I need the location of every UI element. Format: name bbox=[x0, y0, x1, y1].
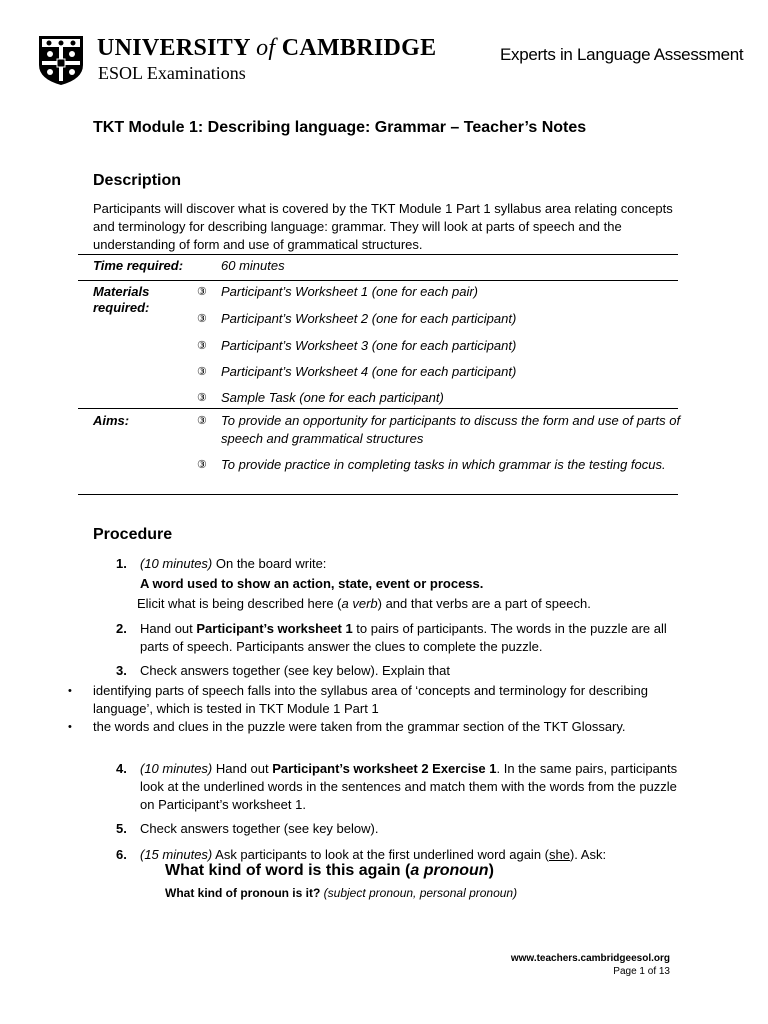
bullet-icon: ③ bbox=[197, 286, 207, 298]
step-4-text: (10 minutes) Hand out Participant’s worksheet 2 Exercise 1. In the same pairs, participants look at the underlined words in the sentences and match them with the words from the puzzle on Participant’s worksheet 1. bbox=[140, 761, 678, 812]
description-text: Participants will discover what is covered by the TKT Module 1 Part 1 syllabus area relating concepts and terminology for describing language: grammar. They will look at parts of speech and the understanding of form and use of grammatical structures. bbox=[93, 201, 673, 252]
bullet-icon: ③ bbox=[197, 392, 207, 404]
esol-subtitle: ESOL Examinations bbox=[98, 63, 246, 83]
aims-label: Aims: bbox=[93, 413, 130, 428]
cambridge-crest-logo bbox=[38, 35, 84, 86]
list-item: identifying parts of speech falls into the syllabus area of ‘concepts and terminology for describing language’, which is tested in TKT Module 1 Part 1 bbox=[93, 683, 648, 716]
step-number: 1. bbox=[116, 556, 127, 571]
step-1-text: (10 minutes) On the board write: bbox=[140, 556, 327, 571]
tagline: Experts in Language Assessment bbox=[500, 45, 744, 64]
step-5-text: Check answers together (see key below). bbox=[140, 821, 379, 836]
time-label: Time required: bbox=[93, 258, 184, 273]
step-1-board-text: A word used to show an action, state, event or process. bbox=[140, 576, 484, 591]
materials-item: Participant’s Worksheet 2 (one for each participant) bbox=[221, 311, 517, 326]
step-number: 5. bbox=[116, 821, 127, 836]
bullet-icon: ③ bbox=[197, 366, 207, 378]
step-3-text: Check answers together (see key below). Explain that bbox=[140, 663, 450, 678]
table-rule bbox=[78, 280, 678, 281]
step-2-text: Hand out Participant’s worksheet 1 to pairs of participants. The words in the puzzle are all parts of speech. Participants answer the clues to complete the puzzle. bbox=[140, 621, 667, 654]
step-number: 4. bbox=[116, 761, 127, 776]
step-number: 2. bbox=[116, 621, 127, 636]
aims-item: To provide an opportunity for participants to discuss the form and use of parts of speech and grammatical structures bbox=[221, 413, 681, 446]
aims-item: To provide practice in completing tasks in which grammar is the testing focus. bbox=[221, 457, 666, 472]
step-6-text: (15 minutes) Ask participants to look at the first underlined word again (she). Ask: bbox=[140, 847, 607, 862]
page-title: TKT Module 1: Describing language: Grammar – Teacher’s Notes bbox=[93, 119, 587, 136]
page-number: Page 1 of 13 bbox=[613, 966, 670, 977]
bullet-icon: • bbox=[68, 685, 72, 697]
materials-item: Participant’s Worksheet 1 (one for each pair) bbox=[221, 284, 478, 299]
materials-item: Sample Task (one for each participant) bbox=[221, 390, 444, 405]
materials-item: Participant’s Worksheet 4 (one for each participant) bbox=[221, 364, 517, 379]
step-number: 3. bbox=[116, 663, 127, 678]
step-1-elicit: Elicit what is being described here (a verb) and that verbs are a part of speech. bbox=[137, 596, 591, 611]
bullet-icon: ③ bbox=[197, 459, 207, 471]
table-rule bbox=[78, 408, 678, 409]
table-top-rule bbox=[78, 254, 678, 255]
bullet-icon: ③ bbox=[197, 415, 207, 427]
materials-label: Materials required: bbox=[93, 284, 150, 315]
description-heading: Description bbox=[93, 172, 182, 189]
university-name: UNIVERSITY of CAMBRIDGE bbox=[97, 35, 437, 61]
table-bottom-rule bbox=[78, 494, 678, 495]
list-item: the words and clues in the puzzle were taken from the grammar section of the TKT Glossary. bbox=[93, 719, 626, 734]
procedure-heading: Procedure bbox=[93, 526, 173, 543]
footer-url: www.teachers.cambridgeesol.org bbox=[510, 953, 670, 964]
time-value: 60 minutes bbox=[221, 258, 285, 273]
question-pronoun-kind: What kind of pronoun is it? (subject pronoun, personal pronoun) bbox=[165, 886, 518, 900]
question-word-kind: What kind of word is this again (a pronoun) bbox=[165, 862, 494, 879]
bullet-icon: ③ bbox=[197, 313, 207, 325]
bullet-icon: • bbox=[68, 721, 72, 733]
bullet-icon: ③ bbox=[197, 340, 207, 352]
materials-item: Participant’s Worksheet 3 (one for each participant) bbox=[221, 338, 517, 353]
step-number: 6. bbox=[116, 847, 127, 862]
